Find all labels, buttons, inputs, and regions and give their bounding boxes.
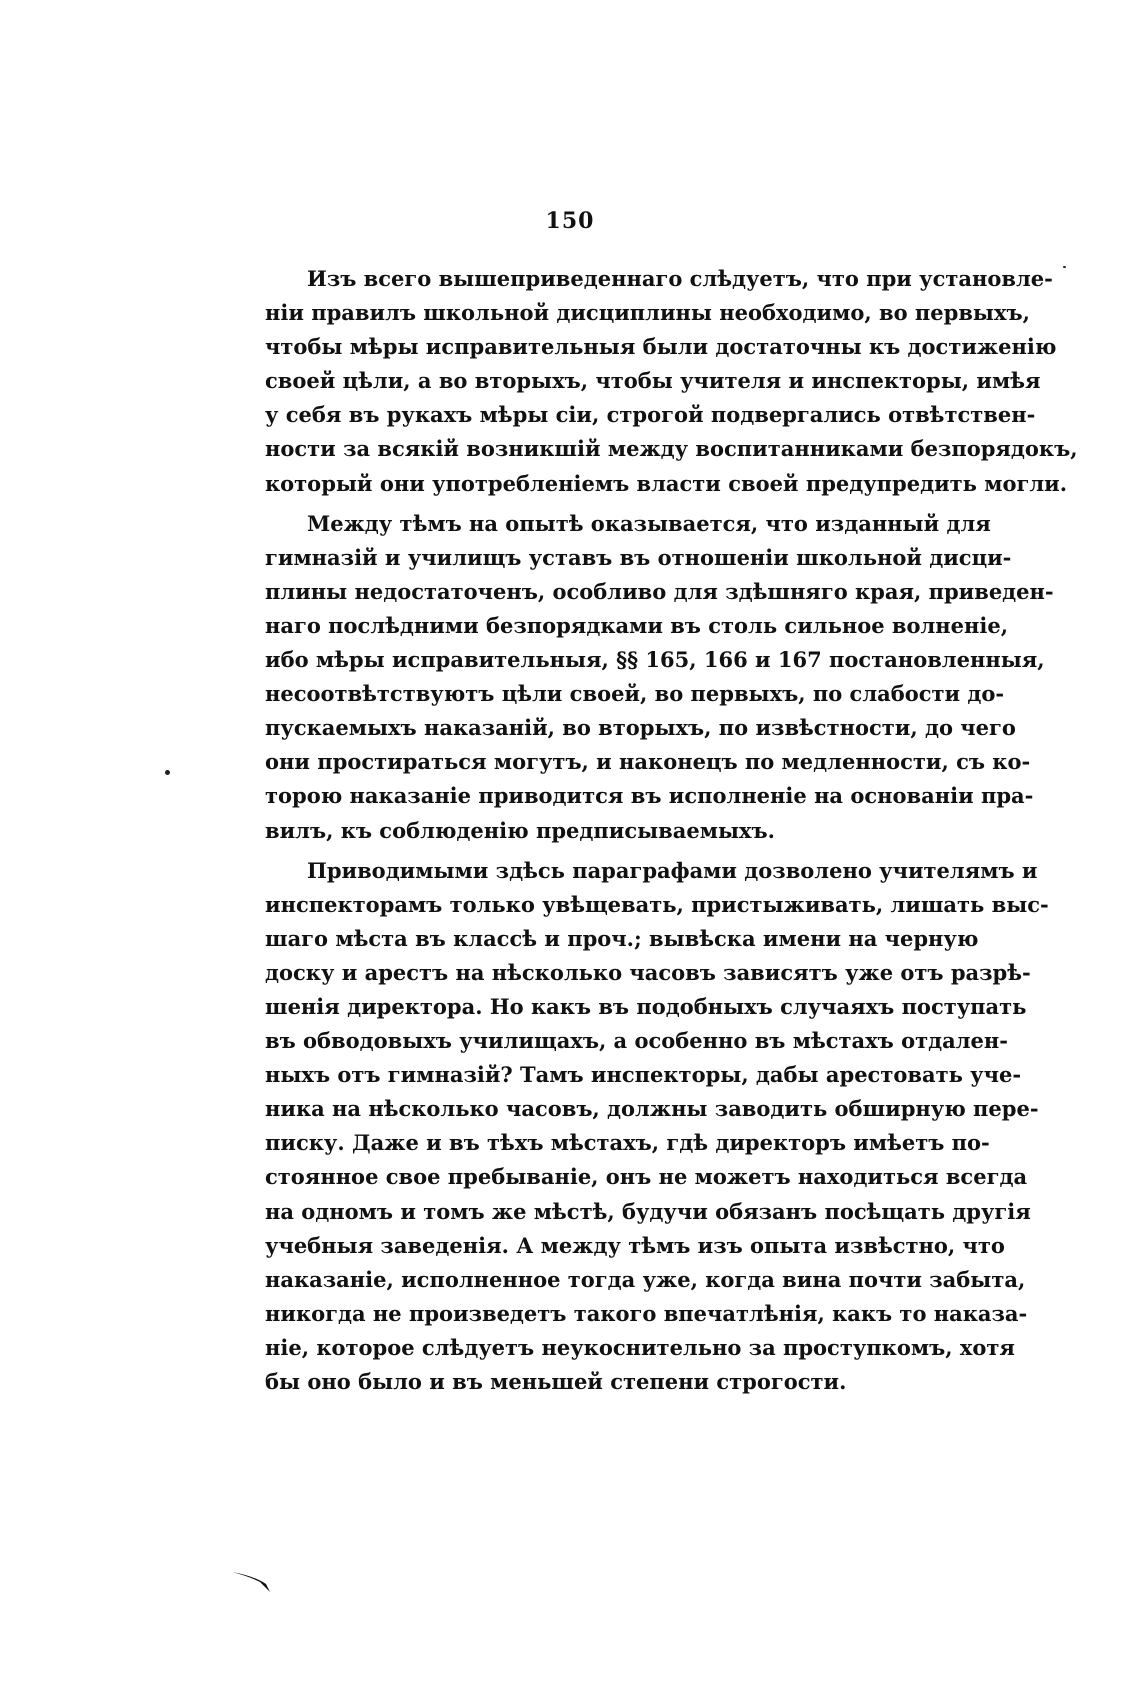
- text-line: никогда не произведетъ такого впечатлѣнія, какъ то наказа-: [265, 1300, 1028, 1326]
- paragraph: [265, 262, 1078, 501]
- text-line: доску и арестъ на нѣсколько часовъ зависятъ уже отъ разрѣ-: [265, 959, 1031, 985]
- text-line: наго послѣдними безпорядками въ столь сильное волненіе,: [265, 612, 1009, 638]
- text-line: своей цѣли, а во вторыхъ, чтобы учителя и инспекторы, имѣя: [265, 368, 1041, 394]
- text-line: у себя въ рукахъ мѣры сіи, строгой подвергались отвѣтствен-: [265, 402, 1036, 428]
- text-line: который они употребленіемъ власти своей предупредить могли.: [265, 470, 1068, 496]
- text-line: плины недостаточенъ, особливо для здѣшняго края, приведен-: [265, 578, 1054, 604]
- text-line: на одномъ и томъ же мѣстѣ, будучи обязанъ посѣщать другія: [265, 1198, 1031, 1224]
- text-line: писку. Даже и въ тѣхъ мѣстахъ, гдѣ директоръ имѣетъ по-: [265, 1130, 990, 1156]
- scan-mark: [230, 1570, 274, 1596]
- text-line: ности за всякій возникшій между воспитанниками безпорядокъ,: [265, 436, 1078, 462]
- text-line: ніи правилъ школьной дисциплины необходимо, во первыхъ,: [265, 300, 1030, 326]
- text-line: ибо мѣры исправительныя, §§ 165, 166 и 167 постановленныя,: [265, 647, 1045, 673]
- text-line: торою наказаніе приводится въ исполненіе на основаніи пра-: [265, 783, 1034, 809]
- text-line: инспекторамъ только увѣщевать, пристыживать, лишать выс-: [265, 891, 1049, 917]
- text-line: вилъ, къ соблюденію предписываемыхъ.: [265, 817, 775, 843]
- text-line: шенія директора. Но какъ въ подобныхъ случаяхъ поступать: [265, 993, 1027, 1019]
- page-text: [265, 262, 1078, 1399]
- text-line: гимназій и училищъ уставъ въ отношеніи школьной дисци-: [265, 544, 1012, 570]
- text-line: ніе, которое слѣдуетъ неукоснительно за проступкомъ, хотя: [265, 1334, 1015, 1360]
- text-line: Между тѣмъ на опытѣ оказывается, что изданный для: [307, 510, 991, 536]
- text-line: наказаніе, исполненное тогда уже, когда вина почти забыта,: [265, 1266, 1026, 1292]
- text-line: Изъ всего вышеприведеннаго слѣдуетъ, что при установле-: [307, 266, 1053, 291]
- text-line: несоотвѣтствуютъ цѣли своей, во первыхъ, по слабости до-: [265, 681, 1005, 707]
- text-line: стоянное свое пребываніе, онъ не можетъ находиться всегда: [265, 1164, 1028, 1190]
- text-line: Приводимыми здѣсь параграфами дозволено учителямъ и: [307, 857, 1038, 883]
- text-line: шаго мѣста въ классѣ и проч.; вывѣска имени на черную: [265, 925, 979, 951]
- scan-speck: [165, 770, 170, 775]
- text-line: въ обводовыхъ училищахъ, а особенно въ мѣстахъ отдален-: [265, 1028, 1008, 1054]
- paragraph: [265, 507, 1054, 848]
- text-line: чтобы мѣры исправительныя были достаточны къ достиженію: [265, 334, 1057, 360]
- page-number: 150: [545, 208, 595, 234]
- text-line: бы оно было и въ меньшей степени строгости.: [265, 1369, 847, 1394]
- scan-speck: [1063, 266, 1066, 268]
- text-line: они простираться могутъ, и наконецъ по медленности, съ ко-: [265, 749, 1031, 775]
- text-line: ника на нѣсколько часовъ, должны заводить обширную пере-: [265, 1096, 1039, 1122]
- text-line: учебныя заведенія. А между тѣмъ изъ опыта извѣстно, что: [265, 1232, 1005, 1258]
- paragraph: [265, 854, 1049, 1400]
- text-line: пускаемыхъ наказаній, во вторыхъ, по извѣстности, до чего: [265, 715, 1016, 741]
- text-line: ныхъ отъ гимназій? Тамъ инспекторы, дабы арестовать уче-: [265, 1062, 1022, 1088]
